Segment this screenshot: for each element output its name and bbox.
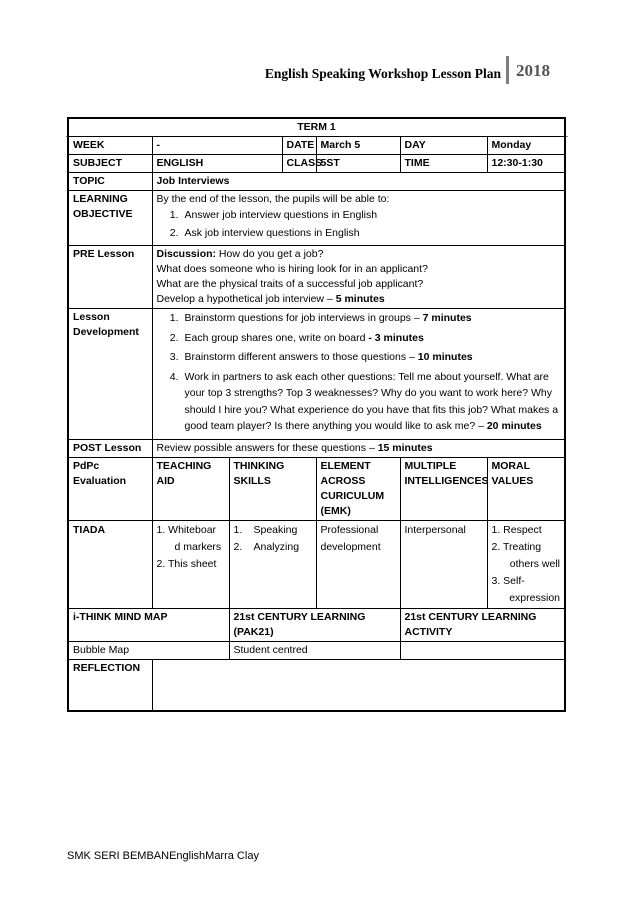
moral-values-header-line-1: MORAL: [491, 459, 530, 472]
development-label-line-2: Development: [73, 326, 139, 338]
subject-value: ENGLISH: [152, 155, 282, 173]
skill-2-text: Analyzing: [253, 540, 300, 553]
topic-row: [68, 173, 565, 191]
objective-label-line-1: LEARNING: [73, 193, 128, 205]
pdpc-label: [68, 457, 152, 520]
pre-lesson-line-2: What does someone who is hiring look for in an applicant?: [156, 263, 428, 275]
time-label: TIME: [400, 155, 487, 173]
ithink-header-row: [68, 608, 565, 641]
term-row: [68, 118, 565, 137]
emk-cell: [316, 520, 400, 608]
class-value: 5ST: [316, 155, 400, 173]
header-year: 2018: [516, 61, 550, 80]
lesson-plan-table: [67, 117, 566, 712]
discussion-text: How do you get a job?: [216, 248, 324, 260]
pak21-header-line-2: (PAK21): [233, 625, 274, 638]
class-label: CLASS: [282, 155, 316, 173]
pre-lesson-line-3: What are the physical traits of a successful job applicant?: [156, 278, 424, 290]
multiple-intelligences-header-line-2: INTELLIGENCES: [404, 474, 489, 487]
teaching-aid-line-1: 1. Whiteboar: [156, 523, 217, 536]
objective-1-text: Answer job interview questions in English: [184, 209, 378, 221]
teaching-aid-cell: [152, 520, 229, 608]
list-item: [157, 369, 561, 435]
emk-line-1: Professional: [320, 523, 379, 536]
pre-lesson-line-4: Develop a hypothetical job interview –: [156, 293, 336, 305]
page-footer: SMK SERI BEMBANEnglishMarra Clay: [67, 850, 259, 862]
skill-1-number: 1.: [233, 523, 243, 536]
list-item: [157, 208, 561, 223]
objective-label: [68, 191, 152, 246]
step-3-number: 3.: [169, 351, 179, 363]
pre-lesson-content: [152, 246, 565, 309]
objective-2-number: 2.: [169, 227, 179, 239]
mind-map-value: Bubble Map: [68, 641, 229, 659]
list-item: [157, 226, 561, 241]
tiada-label: TIADA: [68, 520, 152, 608]
objective-intro: By the end of the lesson, the pupils will be able to:: [156, 193, 390, 205]
moral-values-header-line-2: VALUES: [491, 474, 534, 487]
values-line-1: 1. Respect: [491, 523, 542, 536]
post-lesson-content: [152, 439, 565, 457]
emk-line-2: development: [320, 540, 381, 553]
multiple-intelligences-cell: Interpersonal: [400, 520, 487, 608]
thinking-skills-header-line-1: THINKING: [233, 459, 285, 472]
emk-header: [316, 457, 400, 520]
week-row: [68, 137, 565, 155]
development-row: [68, 309, 565, 440]
date-label: DATE: [282, 137, 316, 155]
step-2-number: 2.: [169, 331, 179, 344]
emk-header-line-1: ELEMENT: [320, 459, 371, 472]
list-item: [157, 349, 561, 366]
reflection-label: REFLECTION: [68, 659, 152, 711]
thinking-skills-header: [229, 457, 316, 520]
activity-value: [400, 641, 565, 659]
objective-label-line-2: OBJECTIVE: [73, 208, 133, 220]
header-title: English Speaking Workshop Lesson Plan: [264, 66, 501, 81]
pak21-value: Student centred: [229, 641, 400, 659]
subject-row: [68, 155, 565, 173]
step-3-duration: 10 minutes: [417, 351, 473, 363]
emk-header-line-2: ACROSS: [320, 474, 366, 487]
step-4-number: 4.: [169, 370, 179, 383]
time-value: 12:30-1:30: [487, 155, 565, 173]
week-value: -: [152, 137, 282, 155]
pak21-header-line-1: 21st CENTURY LEARNING: [233, 610, 366, 623]
development-content: [152, 309, 565, 440]
teaching-aid-line-2: d markers: [174, 540, 222, 553]
thinking-skills-header-line-2: SKILLS: [233, 474, 271, 487]
reflection-value: [152, 659, 565, 711]
step-1-number: 1.: [169, 312, 179, 324]
ithink-values-row: [68, 641, 565, 659]
step-1-text: Brainstorm questions for job interviews in groups –: [184, 312, 423, 324]
values-line-3: others well: [509, 557, 560, 570]
day-label: DAY: [400, 137, 487, 155]
step-2-duration: - 3 minutes: [368, 331, 424, 344]
pak21-header: [229, 608, 400, 641]
development-label-line-1: Lesson: [73, 311, 110, 323]
day-value: Monday: [487, 137, 565, 155]
teaching-aid-header: [152, 457, 229, 520]
pre-lesson-row: [68, 246, 565, 309]
objective-row: [68, 191, 565, 246]
pre-lesson-duration: 5 minutes: [335, 293, 385, 305]
step-1-duration: 7 minutes: [422, 312, 472, 324]
step-4-duration: 20 minutes: [486, 420, 542, 432]
pdpc-label-line-2: Evaluation: [73, 474, 127, 487]
post-lesson-text: Review possible answers for these questions –: [156, 441, 378, 454]
activity-header-line-1: 21st CENTURY LEARNING: [404, 610, 537, 623]
emk-header-line-4: (EMK): [320, 504, 351, 517]
topic-label: TOPIC: [68, 173, 152, 191]
list-item: [157, 310, 561, 327]
moral-values-cell: [487, 520, 565, 608]
page-header: [0, 52, 568, 90]
list-item: [157, 330, 561, 347]
pre-lesson-label: PRE Lesson: [68, 246, 152, 309]
pdpc-label-line-1: PdPc: [73, 459, 100, 472]
discussion-label: Discussion:: [156, 248, 217, 260]
step-3-text: Brainstorm different answers to those questions –: [184, 351, 418, 363]
skill-1-text: Speaking: [253, 523, 298, 536]
post-lesson-duration: 15 minutes: [377, 441, 433, 454]
moral-values-header: [487, 457, 565, 520]
pdpc-header-row: [68, 457, 565, 520]
objective-content: [152, 191, 565, 246]
post-lesson-label: POST Lesson: [68, 439, 152, 457]
skill-2-number: 2.: [233, 540, 243, 553]
teaching-aid-header-line-1: TEACHING: [156, 459, 212, 472]
topic-value: Job Interviews: [152, 173, 565, 191]
step-4-text: Work in partners to ask each other questions: Tell me about yourself. What are your top 3 strengths? Top 3 weaknesses? Why do you want to work here? Why should I hire you? What experience do you have that fits this job? What makes a good team player? Is there anything you would like to ask me? –: [184, 370, 559, 432]
date-value: March 5: [316, 137, 400, 155]
activity-header-line-2: ACTIVITY: [404, 625, 453, 638]
teaching-aid-line-3: 2. This sheet: [156, 557, 217, 570]
values-line-2: 2. Treating: [491, 540, 542, 553]
term-cell: TERM 1: [68, 118, 565, 137]
objective-2-text: Ask job interview questions in English: [184, 227, 360, 239]
reflection-row: [68, 659, 565, 711]
tiada-row: [68, 520, 565, 608]
subject-label: SUBJECT: [68, 155, 152, 173]
header-divider: [506, 56, 509, 84]
activity-header: [400, 608, 565, 641]
emk-header-line-3: CURICULUM: [320, 489, 385, 502]
teaching-aid-header-line-2: AID: [156, 474, 175, 487]
multiple-intelligences-header-line-1: MULTIPLE: [404, 459, 457, 472]
thinking-skills-cell: [229, 520, 316, 608]
week-label: WEEK: [68, 137, 152, 155]
objective-1-number: 1.: [169, 209, 179, 221]
development-label: [68, 309, 152, 440]
post-lesson-row: [68, 439, 565, 457]
values-line-4: 3. Self-: [491, 574, 525, 587]
multiple-intelligences-header: [400, 457, 487, 520]
ithink-label: i-THINK MIND MAP: [68, 608, 229, 641]
step-2-text: Each group shares one, write on board: [184, 331, 369, 344]
values-line-5: expression: [509, 591, 560, 604]
